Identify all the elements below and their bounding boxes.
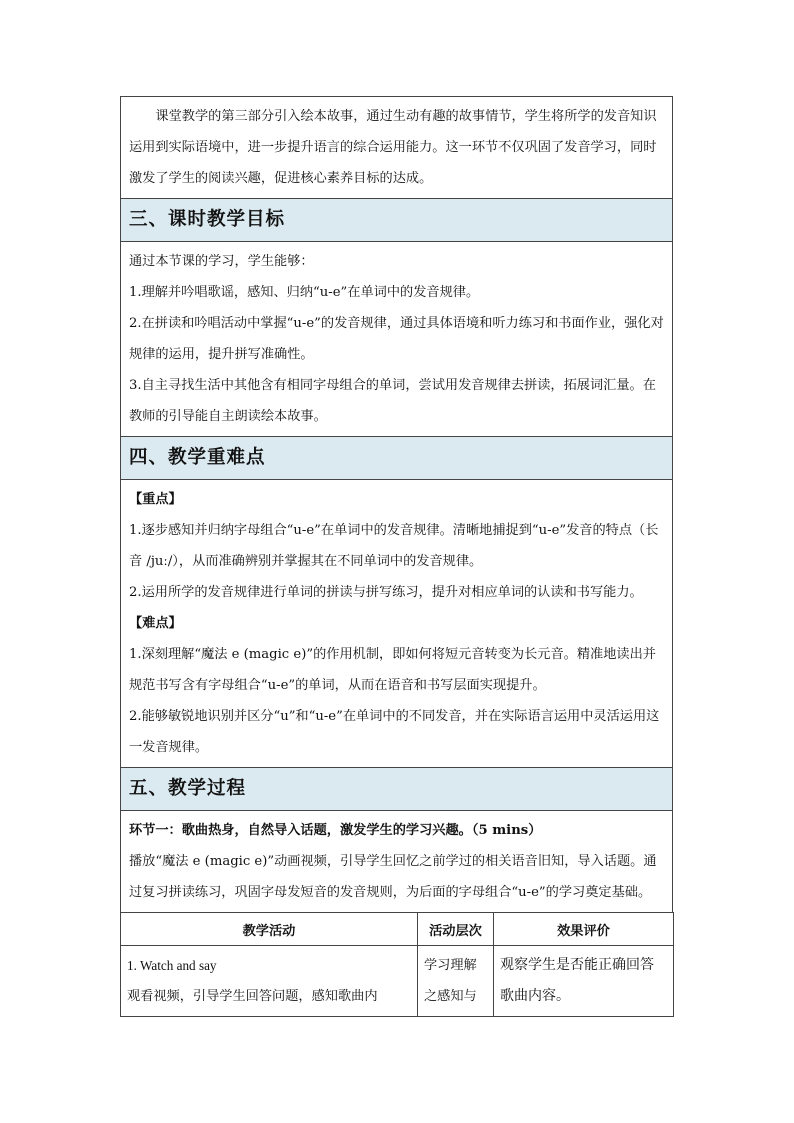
activity-cell: [121, 946, 418, 1017]
step1-title: 环节一：歌曲热身，自然导入话题，激发学生的学习兴趣。（5 mins）: [129, 823, 542, 838]
difficult-points-label: 【难点】: [129, 616, 182, 631]
section3-title: 三、课时教学目标: [129, 209, 286, 230]
section5-title: 五、教学过程: [129, 778, 247, 799]
section4-header: [121, 437, 673, 480]
activity-text: 观看视频，引导学生回答问题，感知歌曲内: [127, 989, 378, 1004]
difficult-point-line: 2.能够敏锐地识别并区分“u”和“u-e”在单词中的不同发音，并在实际语言运用中灵活运用这一发音规律。: [129, 709, 660, 755]
lesson-plan-table: [120, 96, 673, 913]
header-level: 活动层次: [418, 913, 494, 946]
table-row: [121, 946, 674, 1017]
key-point-line: 2.运用所学的发音规律进行单词的拼读与拼写练习，提升对相应单词的认读和书写能力。: [129, 585, 643, 600]
section4-title: 四、教学重难点: [129, 447, 266, 468]
goal-line: 1.理解并吟唱歌谣，感知、归纳“u-e”在单词中的发音规律。: [129, 285, 480, 300]
section4-body: [121, 480, 673, 768]
intro-cell: [121, 97, 673, 199]
evaluation-cell: 观察学生是否能正确回答歌曲内容。: [494, 946, 674, 1017]
level-cell: 学习理解之感知与: [418, 946, 494, 1017]
section5-body: [121, 811, 673, 913]
difficult-point-line: 1.深刻理解“魔法 e (magic e)”的作用机制，即如何将短元音转变为长元音。精准地读出并规范书写含有字母组合“u-e”的单词，从而在语音和书写层面实现提升。: [129, 647, 656, 693]
section3-body: [121, 242, 673, 437]
goal-line: 2.在拼读和吟唱活动中掌握“u-e”的发音规律，通过具体语境和听力练习和书面作业，强化对规律的运用，提升拼写准确性。: [129, 316, 664, 362]
lesson-plan-page: [120, 96, 673, 1017]
activity-title: 1. Watch and say: [127, 958, 217, 973]
section5-header: [121, 768, 673, 811]
header-activity: 教学活动: [121, 913, 418, 946]
activity-table: [120, 912, 674, 1017]
goal-line: 通过本节课的学习，学生能够：: [129, 254, 314, 269]
key-points-label: 【重点】: [129, 492, 182, 507]
key-point-line: 1.逐步感知并归纳字母组合“u-e”在单词中的发音规律。清晰地捕捉到“u-e”发音的特点（长音 /juː/），从而准确辨别并掌握其在不同单词中的发音规律。: [129, 523, 659, 569]
intro-paragraph: 课堂教学的第三部分引入绘本故事，通过生动有趣的故事情节，学生将所学的发音知识运用到实际语境中，进一步提升语言的综合运用能力。这一环节不仅巩固了发音学习，同时激发了学生的阅读兴趣，促进核心素养目标的达成。: [129, 109, 657, 186]
goal-line: 3.自主寻找生活中其他含有相同字母组合的单词，尝试用发音规律去拼读，拓展词汇量。在教师的引导能自主朗读绘本故事。: [129, 378, 656, 424]
header-evaluation: 效果评价: [494, 913, 674, 946]
section3-header: [121, 199, 673, 242]
step1-text: 播放“魔法 e (magic e)”动画视频，引导学生回忆之前学过的相关语音旧知，导入话题。通过复习拼读练习，巩固字母发短音的发音规则，为后面的字母组合“u-e”的学习奠定基础。: [129, 854, 657, 900]
